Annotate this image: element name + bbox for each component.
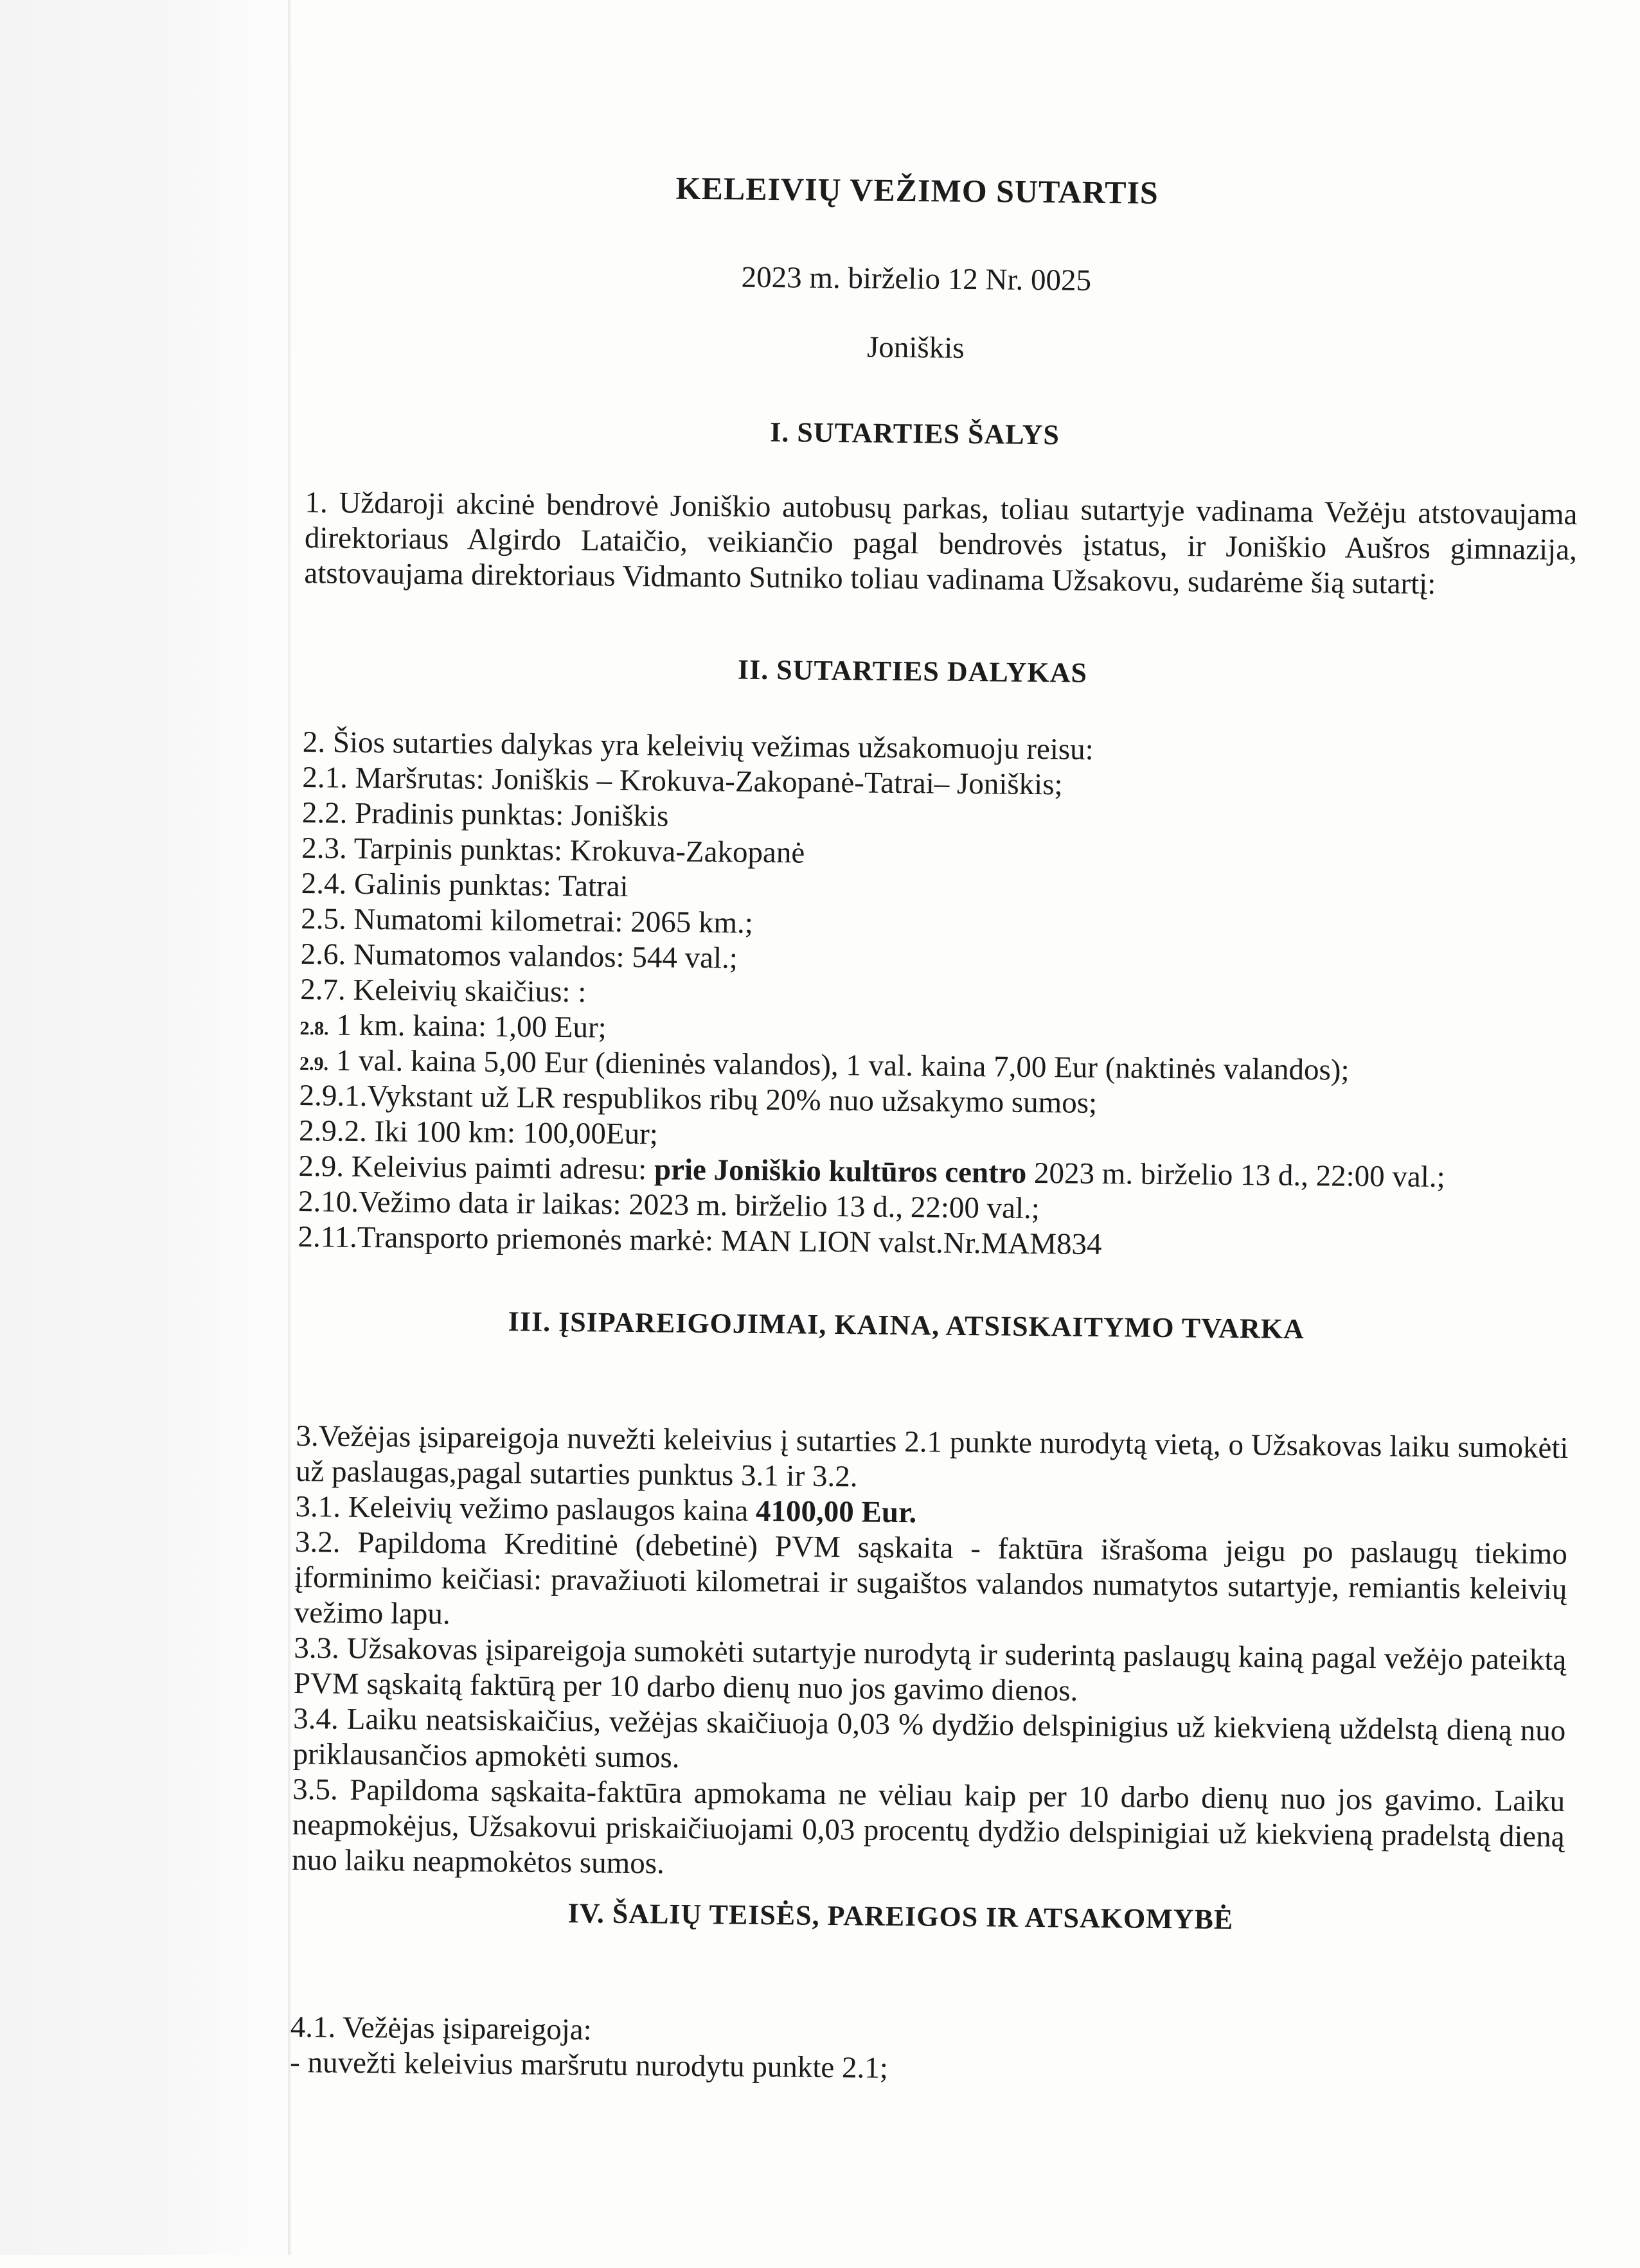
clause-2-8-number: 2.8. — [299, 1018, 329, 1040]
clause-2: 2. Šios sutarties dalykas yra keleivių vežimas užsakomuoju reisu: — [302, 725, 1094, 766]
clause-3-5: 3.5. Papildoma sąskaita-faktūra apmokama ne vėliau kaip per 10 darbo dienų nuo jos gavimo. Laiku neapmokėjus, Užsakovui priskaičiuojami 0,03 procentų dydžio delspinigiai už kiekvieną pradelstą dieną nuo laiku neapmokėtos sumos. — [291, 1772, 1565, 1881]
clause-3-1-price: 4100,00 Eur. — [755, 1494, 917, 1530]
contract-page — [280, 0, 1640, 2268]
clause-2-4: 2.4. Galinis punktas: Tatrai — [301, 867, 628, 903]
clause-1: 1. Uždaroji akcinė bendrovė Joniškio autobusų parkas, toliau sutartyje vadinama Vežėju atstovaujama direktoriaus Algirdo Lataičio, veikiančio pagal bendrovės įstatus, ir Joniškio Aušros gimnazija, atstovaujama direktoriaus Vidmanto Sutniko toliau vadinama Užsakovu, sudarėme šią sutartį: — [304, 486, 1578, 601]
section-3-heading: III. ĮSIPAREIGOJIMAI, KAINA, ATSISKAITYMO TVARKA — [508, 1306, 1305, 1345]
clause-2-9-1: 2.9.1.Vykstant už LR respublikos ribų 20% nuo užsakymo sumos; — [299, 1079, 1098, 1120]
clause-2-1: 2.1. Maršrutas: Joniškis – Krokuva-Zakopanė-Tatrai– Joniškis; — [302, 761, 1063, 802]
clause-2-3: 2.3. Tarpinis punktas: Krokuva-Zakopanė — [301, 831, 805, 870]
clause-2-2: 2.2. Pradinis punktas: Joniškis — [301, 796, 669, 833]
clause-2-9-text: 1 val. kaina 5,00 Eur (dieninės valandos), 1 val. kaina 7,00 Eur (naktinės valandos); — [328, 1043, 1350, 1087]
clause-2-11: 2.11.Transporto priemonės markė: MAN LION valst.Nr.MAM834 — [298, 1220, 1102, 1262]
clause-3-1-label: 3.1. Keleivių vežimo paslaugos kaina — [295, 1490, 756, 1528]
clause-3-3: 3.3. Užsakovas įsipareigoja sumokėti sutartyje nurodytą ir suderintą paslaugų kainą pagal vežėjo pateiktą PVM sąskaitą faktūrą per 10 darbo dienų nuo jos gavimo dienos. — [293, 1631, 1567, 1708]
clause-2-9-pickup-place: Joniškio kultūros centro — [713, 1153, 1027, 1190]
section-1-heading: I. SUTARTIES ŠALYS — [770, 416, 1060, 451]
clause-2-7: 2.7. Keleivių skaičius: : — [299, 973, 587, 1009]
scan-shadow — [0, 0, 302, 2255]
clause-4-1: 4.1. Vežėjas įsipareigoja: — [290, 2010, 592, 2047]
document-place: Joniškis — [866, 330, 965, 365]
clause-3: 3.Vežėjas įsipareigoja nuvežti keleivius į sutarties 2.1 punkte nurodytą vietą, o Užsakovas laiku sumokėti už paslaugas,pagal sutarties punktus 3.1 ir 3.2. — [295, 1419, 1569, 1494]
clause-2-9-number: 2.9. — [299, 1053, 329, 1075]
clause-3-2: 3.2. Papildoma Kreditinė (debetinė) PVM sąskaita - faktūra išrašoma jeigu po paslaugų tiekimo įforminimo keičiasi: pravažiuoti kilometrai ir sugaištos valandos numatytos sutartyje, remiantis keleivių vežimo lapu. — [294, 1525, 1568, 1631]
section-4-heading: IV. ŠALIŲ TEISĖS, PAREIGOS IR ATSAKOMYBĖ — [567, 1897, 1234, 1936]
clause-2-6: 2.6. Numatomos valandos: 544 val.; — [300, 937, 738, 975]
clause-2-10: 2.10.Vežimo data ir laikas: 2023 m. birželio 13 d., 22:00 val.; — [298, 1185, 1040, 1226]
document-date-number: 2023 m. birželio 12 Nr. 0025 — [741, 260, 1092, 297]
clause-2-9-pickup-time: 2023 m. birželio 13 d., 22:00 val.; — [1026, 1156, 1445, 1194]
clause-2-5: 2.5. Numatomi kilometrai: 2065 km.; — [301, 902, 754, 940]
section-2-heading: II. SUTARTIES DALYKAS — [737, 653, 1088, 689]
clause-2-9-2: 2.9.2. Iki 100 km: 100,00Eur; — [298, 1114, 659, 1151]
clause-2-9-pickup-label: 2.9. Keleivius paimti adresu: — [298, 1149, 655, 1187]
clause-2-8-text: 1 km. kaina: 1,00 Eur; — [328, 1008, 607, 1045]
clause-2-9-pickup-prefix: prie — [654, 1153, 707, 1187]
document-title: KELEIVIŲ VEŽIMO SUTARTIS — [675, 170, 1159, 211]
clause-3-4: 3.4. Laiku neatsiskaičius, vežėjas skaičiuoja 0,03 % dydžio delspinigius už kiekvieną uždelstą dieną nuo priklausančios apmokėti sumos. — [292, 1701, 1566, 1775]
clause-4-1-a: - nuvežti keleivius maršrutu nurodytu punkte 2.1; — [289, 2045, 889, 2085]
